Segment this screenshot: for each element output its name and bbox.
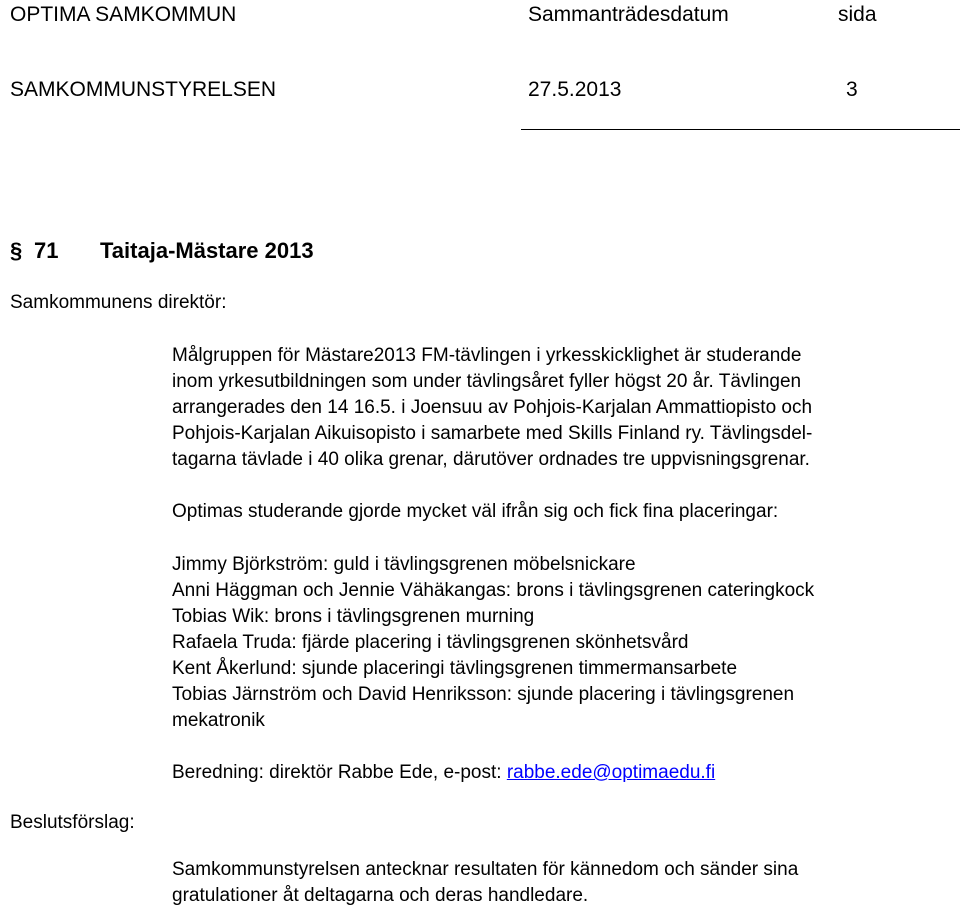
intro-paragraph — [172, 343, 960, 473]
placements-intro: Optimas studerande gjorde mycket väl ifrån sig och fick fina placeringar: — [172, 501, 779, 522]
intro-line: Pohjois-Karjalan Aikuisopisto i samarbete med Skills Finland ry. Tävlingsdel- — [172, 423, 813, 444]
board-name: SAMKOMMUNSTYRELSEN — [10, 78, 277, 101]
intro-line: inom yrkesutbildningen som under tävlingsåret fyller högst 20 år. Tävlingen — [172, 371, 802, 392]
placement-item: Tobias Järnström och David Henriksson: sjunde placering i tävlingsgrenen — [172, 684, 795, 705]
section-number: 71 — [34, 238, 59, 263]
preparation-line — [172, 760, 960, 786]
placement-item: mekatronik — [172, 710, 265, 731]
placement-item: Anni Häggman och Jennie Vähäkangas: brons i tävlingsgrenen cateringkock — [172, 580, 815, 601]
placement-item: Kent Åkerlund: sjunde placeringi tävlingsgrenen timmermansarbete — [172, 658, 738, 679]
proposal-label: Beslutsförslag: — [10, 812, 135, 833]
director-label: Samkommunens direktör: — [10, 292, 227, 313]
proposal-paragraph — [172, 857, 960, 909]
header-rule — [521, 129, 960, 130]
placement-item: Rafaela Truda: fjärde placering i tävlingsgrenen skönhetsvård — [172, 632, 689, 653]
intro-line: tagarna tävlade i 40 olika grenar, därutöver ordnades tre uppvisningsgrenar. — [172, 449, 810, 470]
proposal-line: Samkommunstyrelsen antecknar resultaten för kännedom och sänder sina — [172, 859, 799, 880]
intro-line: Målgruppen för Mästare2013 FM-tävlingen i yrkesskicklighet är studerande — [172, 345, 802, 366]
preparation-text: Beredning: direktör Rabbe Ede, e-post: — [172, 762, 507, 783]
page-number: 3 — [846, 78, 858, 101]
page-label: sida — [838, 3, 877, 26]
placement-item: Jimmy Björkström: guld i tävlingsgrenen möbelsnickare — [172, 554, 636, 575]
intro-line: arrangerades den 14 16.5. i Joensuu av Pohjois-Karjalan Ammattiopisto och — [172, 397, 813, 418]
meeting-date: 27.5.2013 — [528, 78, 622, 101]
proposal-line: gratulationer åt deltagarna och deras handledare. — [172, 885, 589, 906]
email-link[interactable]: rabbe.ede@optimaedu.fi — [506, 762, 716, 783]
placement-item: Tobias Wik: brons i tävlingsgrenen murning — [172, 606, 535, 627]
org-name: OPTIMA SAMKOMMUN — [10, 3, 237, 26]
placements-list — [172, 552, 960, 734]
section-title: Taitaja-Mästare 2013 — [100, 238, 314, 263]
meeting-date-label: Sammanträdesdatum — [528, 3, 729, 26]
section-sign: § — [10, 238, 23, 263]
